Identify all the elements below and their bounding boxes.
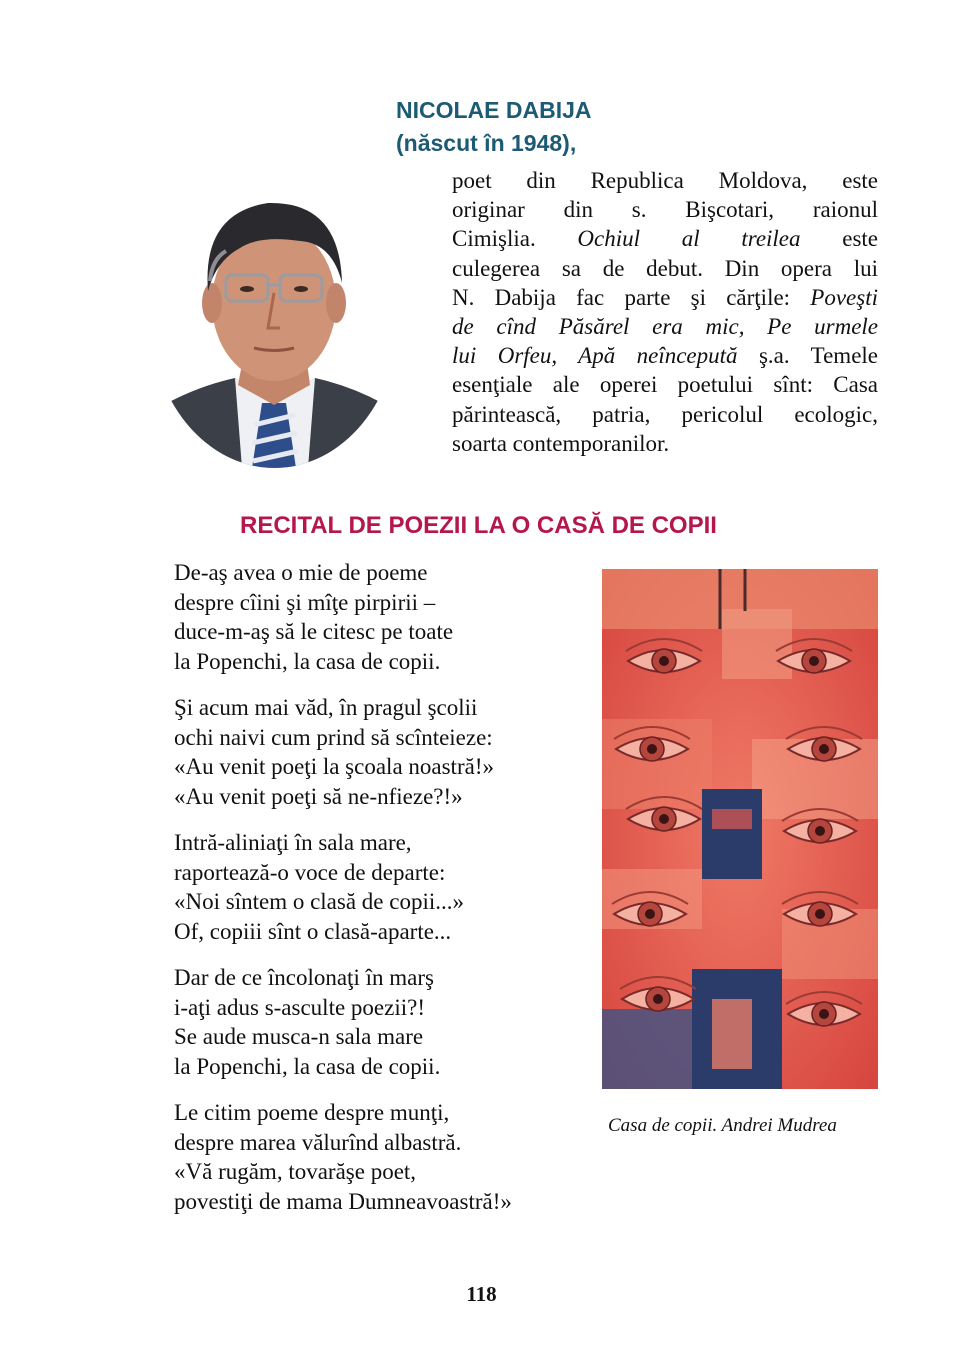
poem-line: Şi acum mai văd, în pragul şcolii [174,695,478,720]
bio-line: N. Dabija fac parte şi cărţile: Poveşti [452,284,878,310]
poem-line: despre cîini şi mîţe pirpirii – [174,589,436,615]
poem-title: RECITAL DE POEZII LA O CASĂ DE COPII [240,512,717,539]
painting-image [602,569,878,1089]
book-title: Ochiul al treilea [577,226,801,252]
bio-line: lui Orfeu, Apă neîncepută ş.a. Temele [452,343,879,369]
stanza [174,1098,584,1216]
author-name: NICOLAE DABIJA [396,97,592,123]
bio-line: esenţiale ale operei poetului sînt: Casa [452,372,878,398]
poem-line: Dar de ce încolonaţi în marş [174,965,434,990]
poem-line: Se aude musca-n sala mare [174,1024,424,1049]
stanza [174,828,584,946]
poem-line: raportează-o voce de departe: [174,859,446,885]
bio-line: poet din Republica Moldova, este [452,168,878,193]
book-title: lui Orfeu, Apă neîncepută [452,343,738,369]
book-title: Poveşti [810,284,878,310]
poem-line: Le citim poeme despre munţi, [174,1100,450,1125]
poem-line: ochi naivi cum prind să scînteieze: [174,724,493,750]
poem-line: la Popenchi, la casa de copii. [174,1053,441,1079]
poem-line: duce-m-aş să le citesc pe toate [174,619,454,644]
book-title: de cînd Păsărel era mic, Pe urmele [452,314,878,340]
poem-line: Intră-aliniaţi în sala mare, [174,830,412,855]
author-portrait [150,163,399,468]
bio-line: originar din s. Bişcotari, raionul [452,197,878,223]
poem-body [174,558,584,1233]
bio-line: culegerea sa de debut. Din opera lui [452,255,878,281]
bio-line: soarta contemporanilor. [452,430,670,456]
poem-line: Of, copiii sînt o clasă-aparte... [174,918,452,944]
poem-line: i-aţi adus s-asculte poezii?! [174,994,425,1020]
poem-line: despre marea vălurînd albastră. [174,1129,462,1155]
poem-line: «Vă rugăm, tovarăşe poet, [174,1159,417,1184]
page-number: 118 [466,1282,497,1306]
poem-line: De-aş avea o mie de poeme [174,560,428,585]
figure-caption: Casa de copii. Andrei Mudrea [608,1115,837,1136]
poem-line: povestiţi de mama Dumneavoastră!» [174,1188,512,1214]
poem-line: «Noi sîntem o clasă de copii...» [174,889,464,914]
stanza [174,963,584,1081]
poem-line: «Au venit poeţi să ne-nfieze?!» [174,783,463,809]
author-biography [452,166,878,458]
stanza [174,693,584,811]
stanza [174,558,584,676]
poem-line: la Popenchi, la casa de copii. [174,648,441,674]
bio-line: Cimişlia. Ochiul al treilea este [452,226,878,252]
poem-line: «Au venit poeţi la şcoala noastră!» [174,754,494,779]
author-birth-year: (născut în 1948), [396,130,577,156]
bio-line [452,312,878,341]
bio-line: părintească, patria, pericolul ecologic, [452,401,878,427]
